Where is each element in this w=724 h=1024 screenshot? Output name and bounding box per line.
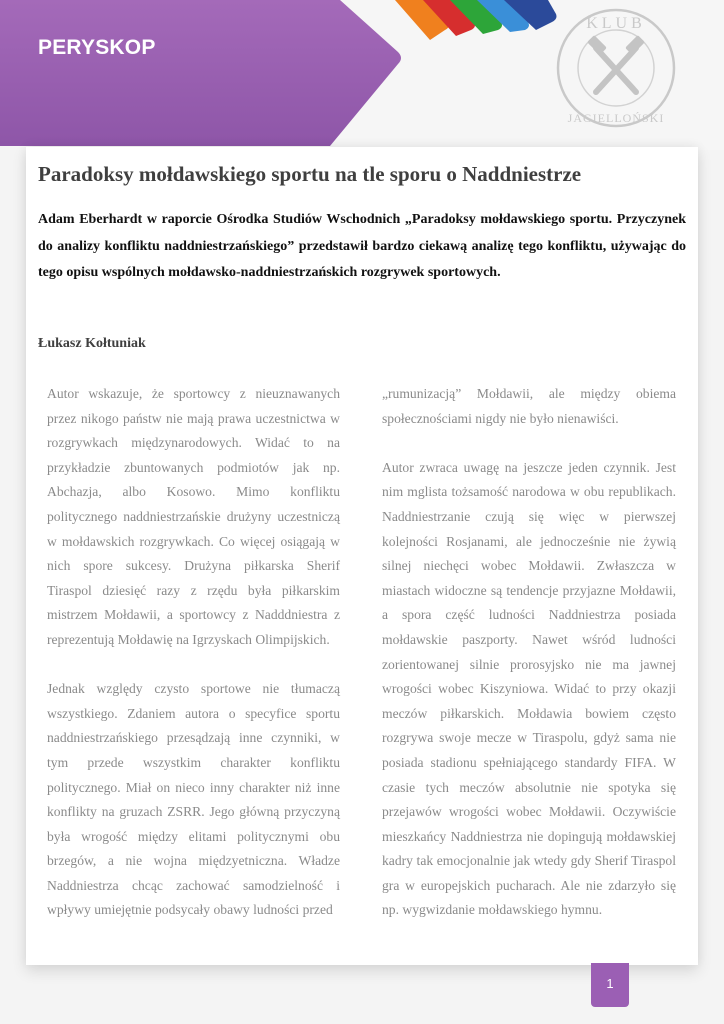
brand-name: PERYSKOP bbox=[38, 36, 156, 59]
color-stripes bbox=[390, 0, 560, 40]
svg-text:JAGIELLOŃSKI: JAGIELLOŃSKI bbox=[567, 111, 665, 125]
paragraph: „rumunizacją” Mołdawii, ale między obiema społecznościami nigdy nie było nienawiści. bbox=[382, 386, 676, 426]
svg-text:KLUB: KLUB bbox=[586, 15, 646, 32]
paragraph: Autor wskazuje, że sportowcy z nieuznawanych przez nikogo państw nie mają prawa uczestnictwa w rozgrywkach międzynarodowych. Widać to na przykładzie zbuntowanych podmiotów jak np. Abchazja, albo Kosowo. Mimo konfliktu politycznego naddniestrzańskie drużyny uczestniczą w mołdawskich rozgrywkach. Co więcej osiągają w nich spore sukcesy. Drużyna piłkarska Sherif Tiraspol dziesięć razy z rzędu była piłkarskim mistrzem Mołdawii, a sportowcy z Nadddniestra z reprezentują Mołdawię na Igrzyskach Olimpijskich. bbox=[47, 386, 340, 647]
article-lead: Adam Eberhardt w raporcie Ośrodka Studiów Wschodnich „Paradoksy mołdawskiego sportu. Przyczynek do analizy konfliktu naddniestrzańskiego” przedstawił bardzo ciekawą analizę tego konfliktu, używając do tego opisu wspólnych mołdawsko-naddniestrzańskich rozgrywek sportowych. bbox=[38, 212, 686, 280]
paragraph: Autor zwraca uwagę na jeszcze jeden czynnik. Jest nim mglista tożsamość narodowa w obu republikach. Naddniestrzanie czują się więc w pierwszej kolejności Rosjanami, ale jednocześnie nie żywią silnej niechęci wobec Mołdawii. Zwłaszcza w miastach widoczne są tendencje przyjazne Mołdawii, a spora część ludności Naddniestrza posiada mołdawskie paszporty. Nawet wśród ludności zorientowanej silnie prorosyjsko nie ma jawnej wrogości wobec Kiszyniowa. Widać to przy okazji meczów piłkarskich. Mołdawia bowiem często rozgrywa swoje mecze w Tiraspolu, gdyż sama nie posiada stadionu spełniającego standardy FIFA. W czasie tych meczów absolutnie nie spotyka się przejawów wrogości wobec Mołdawii. Oczywiście mieszkańcy Naddniestrza nie dopingują mołdawskiej kadry tak emocjonalnie jak wtedy gdy Sherif Tiraspol gra w europejskich pucharach. Ale nie zdarzyło się np. wygwizdanie mołdawskiego hymnu. bbox=[382, 459, 676, 918]
page-number: 1 bbox=[591, 963, 629, 1007]
paragraph: Jednak względy czysto sportowe nie tłumaczą wszystkiego. Zdaniem autora o specyfice sportu naddniestrzańskiego przesądzają inne czynniki, w tym przede wszystkim charakter konfliktu politycznego. Miał on nieco inny charakter niż inne konflikty na gruzach ZSRR. Jego główną przyczyną była wrogość między elitami politycznymi obu brzegów, a nie wojna międzyetniczna. Władze Naddniestrza chcąc zachować samodzielność i wpływy umiejętnie podsycały obawy ludności przed bbox=[47, 681, 340, 918]
left-column bbox=[47, 382, 340, 948]
right-column bbox=[382, 382, 676, 948]
banner-shape bbox=[0, 0, 401, 146]
club-logo bbox=[552, 4, 680, 132]
article-author: Łukasz Kołtuniak bbox=[38, 336, 146, 351]
article-title: Paradoksy mołdawskiego sportu na tle sporu o Naddniestrze bbox=[38, 162, 582, 186]
brand-banner bbox=[0, 0, 404, 146]
